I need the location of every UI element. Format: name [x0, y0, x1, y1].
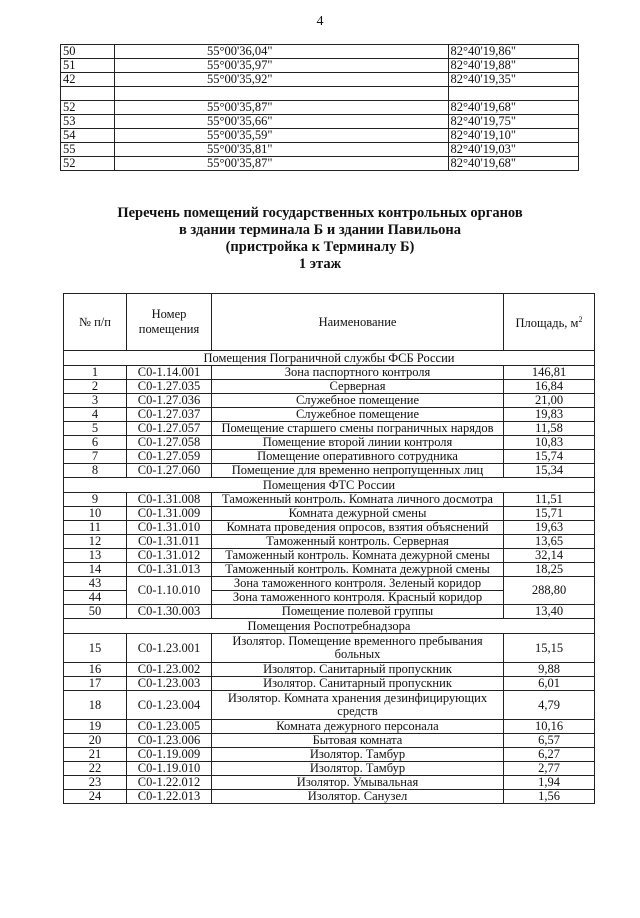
latitude: 55°00'35,66" [114, 115, 448, 129]
table-row [64, 790, 595, 804]
room-number: С0-1.23.001 [127, 634, 212, 663]
room-area: 11,58 [504, 422, 595, 436]
room-number: С0-1.31.009 [127, 507, 212, 521]
row-number: 22 [64, 762, 127, 776]
longitude: 82°40'19,88" [448, 59, 578, 73]
section-title: Помещения ФТС России [64, 478, 595, 493]
room-area: 10,16 [504, 720, 595, 734]
row-number: 7 [64, 450, 127, 464]
room-number: С0-1.30.003 [127, 605, 212, 619]
room-name: Служебное помещение [212, 408, 504, 422]
header-area-superscript: 2 [578, 315, 583, 325]
room-number: С0-1.31.012 [127, 549, 212, 563]
header-area [504, 294, 595, 351]
header-room-number: Номер помещения [127, 294, 212, 351]
section-row [64, 351, 595, 366]
table-row [64, 563, 595, 577]
room-number: С0-1.31.010 [127, 521, 212, 535]
room-name: Изолятор. Тамбур [212, 748, 504, 762]
room-number: С0-1.22.013 [127, 790, 212, 804]
room-area: 18,25 [504, 563, 595, 577]
latitude: 55°00'35,81" [114, 143, 448, 157]
row-number: 17 [64, 677, 127, 691]
room-name: Изолятор. Умывальная [212, 776, 504, 790]
room-number: С0-1.31.013 [127, 563, 212, 577]
header-num: № п/п [64, 294, 127, 351]
room-area: 32,14 [504, 549, 595, 563]
room-number: С0-1.27.035 [127, 380, 212, 394]
longitude: 82°40'19,35" [448, 73, 578, 87]
room-name: Помещение второй линии контроля [212, 436, 504, 450]
longitude: 82°40'19,68" [448, 101, 578, 115]
table-row [64, 691, 595, 720]
room-number: С0-1.27.059 [127, 450, 212, 464]
document-heading [0, 205, 640, 273]
table-row [64, 748, 595, 762]
page-number: 4 [316, 14, 324, 29]
room-area: 21,00 [504, 394, 595, 408]
point-number: 52 [61, 157, 115, 171]
row-number: 18 [64, 691, 127, 720]
room-number: С0-1.27.036 [127, 394, 212, 408]
point-number: 53 [61, 115, 115, 129]
table-row [64, 720, 595, 734]
table-row [64, 436, 595, 450]
table-row [64, 394, 595, 408]
table-row [64, 577, 595, 591]
row-number: 8 [64, 464, 127, 478]
room-area: 15,34 [504, 464, 595, 478]
room-area: 6,27 [504, 748, 595, 762]
table-row [64, 380, 595, 394]
room-area: 19,83 [504, 408, 595, 422]
coordinate-row [61, 59, 579, 73]
latitude: 55°00'35,92" [114, 73, 448, 87]
room-number: С0-1.27.060 [127, 464, 212, 478]
row-number: 1 [64, 366, 127, 380]
room-number: С0-1.10.010 [127, 577, 212, 605]
room-name: Таможенный контроль. Комната личного досмотра [212, 493, 504, 507]
room-number: С0-1.14.001 [127, 366, 212, 380]
room-area: 6,01 [504, 677, 595, 691]
heading-line-1: Перечень помещений государственных контрольных органов [117, 205, 523, 221]
row-number: 15 [64, 634, 127, 663]
room-area: 9,88 [504, 663, 595, 677]
room-number: С0-1.19.010 [127, 762, 212, 776]
room-area: 11,51 [504, 493, 595, 507]
room-name: Помещение полевой группы [212, 605, 504, 619]
row-number: 50 [64, 605, 127, 619]
table-row [64, 734, 595, 748]
longitude: 82°40'19,03" [448, 143, 578, 157]
room-name: Изолятор. Санитарный пропускник [212, 663, 504, 677]
coordinate-row [61, 101, 579, 115]
longitude [448, 87, 578, 101]
table-row [64, 493, 595, 507]
table-row [64, 450, 595, 464]
row-number: 2 [64, 380, 127, 394]
row-number: 11 [64, 521, 127, 535]
room-name: Таможенный контроль. Комната дежурной смены [212, 549, 504, 563]
coordinate-row [61, 143, 579, 157]
row-number: 43 [64, 577, 127, 591]
room-name: Изолятор. Санитарный пропускник [212, 677, 504, 691]
coordinate-row [61, 115, 579, 129]
row-number: 5 [64, 422, 127, 436]
table-row [64, 776, 595, 790]
room-name: Таможенный контроль. Серверная [212, 535, 504, 549]
table-row [64, 521, 595, 535]
table-row [64, 366, 595, 380]
latitude: 55°00'35,59" [114, 129, 448, 143]
row-number: 4 [64, 408, 127, 422]
room-name: Изолятор. Комната хранения дезинфицирующих средств [212, 691, 504, 720]
room-number: С0-1.31.008 [127, 493, 212, 507]
row-number: 10 [64, 507, 127, 521]
room-name: Служебное помещение [212, 394, 504, 408]
room-name: Изолятор. Санузел [212, 790, 504, 804]
coordinates-table [60, 44, 579, 171]
latitude: 55°00'35,87" [114, 157, 448, 171]
section-row [64, 478, 595, 493]
point-number: 50 [61, 45, 115, 59]
point-number: 42 [61, 73, 115, 87]
section-row [64, 619, 595, 634]
table-row [64, 677, 595, 691]
row-number: 19 [64, 720, 127, 734]
table-header-row [64, 294, 595, 351]
heading-line-3: (пристройка к Терминалу Б) [225, 239, 415, 255]
row-number: 3 [64, 394, 127, 408]
point-number: 55 [61, 143, 115, 157]
room-number: С0-1.27.057 [127, 422, 212, 436]
room-number: С0-1.23.006 [127, 734, 212, 748]
room-name: Комната дежурного персонала [212, 720, 504, 734]
room-area: 1,94 [504, 776, 595, 790]
room-area: 10,83 [504, 436, 595, 450]
longitude: 82°40'19,68" [448, 157, 578, 171]
latitude [114, 87, 448, 101]
section-title: Помещения Пограничной службы ФСБ России [64, 351, 595, 366]
room-name: Бытовая комната [212, 734, 504, 748]
row-number: 12 [64, 535, 127, 549]
room-name: Комната дежурной смены [212, 507, 504, 521]
room-area: 15,71 [504, 507, 595, 521]
row-number: 14 [64, 563, 127, 577]
room-name: Изолятор. Помещение временного пребывания больных [212, 634, 504, 663]
room-number: С0-1.27.058 [127, 436, 212, 450]
rooms-table [63, 293, 595, 804]
room-area: 15,74 [504, 450, 595, 464]
room-name: Помещение оперативного сотрудника [212, 450, 504, 464]
table-row [64, 422, 595, 436]
row-number: 9 [64, 493, 127, 507]
room-name: Зона таможенного контроля. Зеленый коридор [212, 577, 504, 591]
room-name: Комната проведения опросов, взятия объяснений [212, 521, 504, 535]
row-number: 44 [64, 591, 127, 605]
room-number: С0-1.23.003 [127, 677, 212, 691]
room-area: 15,15 [504, 634, 595, 663]
room-number: С0-1.27.037 [127, 408, 212, 422]
table-row [64, 634, 595, 663]
coordinate-row [61, 73, 579, 87]
table-row [64, 762, 595, 776]
point-number: 51 [61, 59, 115, 73]
room-area: 288,80 [504, 577, 595, 605]
room-area: 13,65 [504, 535, 595, 549]
room-area: 6,57 [504, 734, 595, 748]
table-row [64, 408, 595, 422]
header-name: Наименование [212, 294, 504, 351]
latitude: 55°00'35,87" [114, 101, 448, 115]
room-name: Помещение для временно непропущенных лиц [212, 464, 504, 478]
latitude: 55°00'35,97" [114, 59, 448, 73]
longitude: 82°40'19,86" [448, 45, 578, 59]
room-name: Зона таможенного контроля. Красный коридор [212, 591, 504, 605]
coordinate-row [61, 129, 579, 143]
coordinate-row [61, 45, 579, 59]
header-area-label: Площадь, м [515, 316, 579, 331]
row-number: 20 [64, 734, 127, 748]
coordinate-row [61, 157, 579, 171]
table-row [64, 464, 595, 478]
latitude: 55°00'36,04" [114, 45, 448, 59]
room-area: 1,56 [504, 790, 595, 804]
room-area: 146,81 [504, 366, 595, 380]
point-number: 54 [61, 129, 115, 143]
longitude: 82°40'19,75" [448, 115, 578, 129]
longitude: 82°40'19,10" [448, 129, 578, 143]
room-name: Изолятор. Тамбур [212, 762, 504, 776]
section-title: Помещения Роспотребнадзора [64, 619, 595, 634]
coordinate-row [61, 87, 579, 101]
room-number: С0-1.23.002 [127, 663, 212, 677]
row-number: 23 [64, 776, 127, 790]
room-name: Серверная [212, 380, 504, 394]
room-area: 19,63 [504, 521, 595, 535]
heading-line-4: 1 этаж [298, 256, 342, 272]
room-name: Помещение старшего смены пограничных нарядов [212, 422, 504, 436]
room-area: 16,84 [504, 380, 595, 394]
row-number: 24 [64, 790, 127, 804]
room-name: Зона паспортного контроля [212, 366, 504, 380]
table-row [64, 535, 595, 549]
room-number: С0-1.19.009 [127, 748, 212, 762]
room-area: 4,79 [504, 691, 595, 720]
row-number: 16 [64, 663, 127, 677]
room-number: С0-1.23.004 [127, 691, 212, 720]
heading-line-2: в здании терминала Б и здании Павильона [178, 222, 462, 238]
room-area: 2,77 [504, 762, 595, 776]
table-row [64, 507, 595, 521]
point-number [61, 87, 115, 101]
room-name: Таможенный контроль. Комната дежурной смены [212, 563, 504, 577]
row-number: 13 [64, 549, 127, 563]
table-row [64, 549, 595, 563]
room-area: 13,40 [504, 605, 595, 619]
room-number: С0-1.23.005 [127, 720, 212, 734]
row-number: 21 [64, 748, 127, 762]
room-number: С0-1.31.011 [127, 535, 212, 549]
table-row [64, 663, 595, 677]
table-row [64, 605, 595, 619]
room-number: С0-1.22.012 [127, 776, 212, 790]
row-number: 6 [64, 436, 127, 450]
point-number: 52 [61, 101, 115, 115]
